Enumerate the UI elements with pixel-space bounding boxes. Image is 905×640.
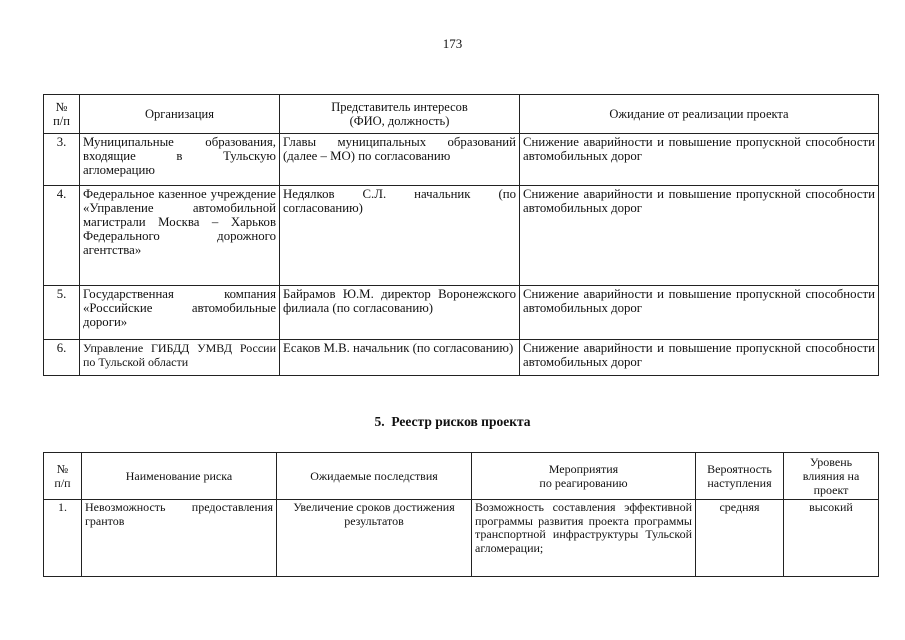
table-row xyxy=(44,286,879,340)
row-measures: Возможность составления эффективной программы развития проекта программы транспортной инфраструктуры Тульской агломерации; xyxy=(472,500,696,577)
row-risk-name: Невозможность предоставления грантов xyxy=(82,500,277,577)
table-header-row xyxy=(44,95,879,134)
header-expectation: Ожидание от реализации проекта xyxy=(520,95,879,134)
row-consequences: Увеличение сроков достижения результатов xyxy=(277,500,472,577)
row-organization: Муниципальные образования, входящие в Тульскую агломерацию xyxy=(80,134,280,186)
header-num: № п/п xyxy=(44,453,82,500)
page-number: 173 xyxy=(442,36,463,51)
table-row xyxy=(44,340,879,376)
row-representative: Недялков С.Л. начальник (по согласованию) xyxy=(280,186,520,286)
row-organization: Управление ГИБДД УМВД России по Тульской области xyxy=(80,340,280,376)
row-organization: Федеральное казенное учреждение «Управление автомобильной магистрали Москва – Харьков Федерального дорожного агентства» xyxy=(80,186,280,286)
row-expectation: Снижение аварийности и повышение пропускной способности автомобильных дорог xyxy=(520,286,879,340)
row-num: 1. xyxy=(44,500,82,577)
row-num: 3. xyxy=(44,134,80,186)
row-expectation: Снижение аварийности и повышение пропускной способности автомобильных дорог xyxy=(520,134,879,186)
table-row xyxy=(44,134,879,186)
table-row xyxy=(44,500,879,577)
header-risk-name: Наименование риска xyxy=(82,453,277,500)
header-impact: Уровень влияния на проект xyxy=(784,453,879,500)
row-expectation: Снижение аварийности и повышение пропускной способности автомобильных дорог xyxy=(520,186,879,286)
risk-register-table xyxy=(43,452,879,577)
row-impact: высокий xyxy=(784,500,879,577)
row-probability: средняя xyxy=(696,500,784,577)
header-probability: Вероятность наступления xyxy=(696,453,784,500)
header-representative: Представитель интересов (ФИО, должность) xyxy=(280,95,520,134)
header-measures: Мероприятия по реагированию xyxy=(472,453,696,500)
row-organization: Государственная компания «Российские автомобильные дороги» xyxy=(80,286,280,340)
header-organization: Организация xyxy=(80,95,280,134)
row-num: 5. xyxy=(44,286,80,340)
section-title: 5. Реестр рисков проекта xyxy=(374,414,531,429)
row-expectation: Снижение аварийности и повышение пропускной способности автомобильных дорог xyxy=(520,340,879,376)
header-consequences: Ожидаемые последствия xyxy=(277,453,472,500)
stakeholders-table xyxy=(43,94,879,376)
row-num: 6. xyxy=(44,340,80,376)
row-representative: Байрамов Ю.М. директор Воронежского филиала (по согласованию) xyxy=(280,286,520,340)
header-num: № п/п xyxy=(44,95,80,134)
table-header-row xyxy=(44,453,879,500)
row-representative: Главы муниципальных образований (далее – МО) по согласованию xyxy=(280,134,520,186)
table-row xyxy=(44,186,879,286)
row-representative: Есаков М.В. начальник (по согласованию) xyxy=(280,340,520,376)
row-num: 4. xyxy=(44,186,80,286)
